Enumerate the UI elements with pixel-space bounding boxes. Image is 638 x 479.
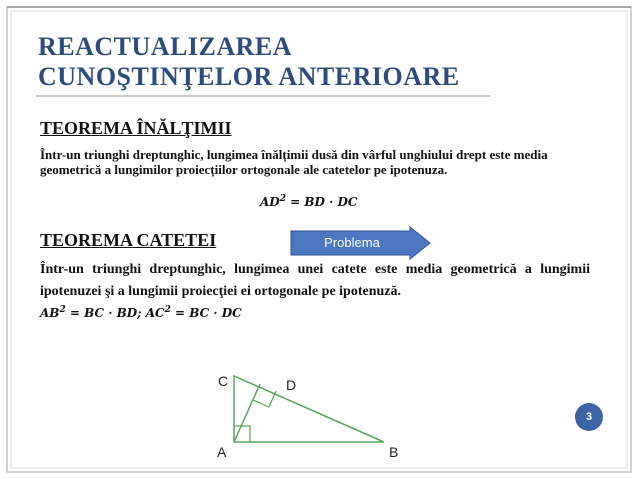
- problem-button-label: Problema: [324, 235, 380, 250]
- vertex-label-c: C: [218, 373, 229, 389]
- formula-ad: AD: [260, 195, 280, 209]
- right-angle-a: [234, 426, 250, 442]
- vertex-label-d: D: [286, 377, 297, 393]
- slide-title-line2: CUNOŞTINŢELOR ANTERIOARE: [38, 62, 460, 91]
- vertex-label-a: A: [217, 444, 227, 460]
- altitude-ad: [234, 384, 260, 442]
- formula-ac: AC: [145, 306, 165, 320]
- formula-ad-exponent: 2: [279, 194, 286, 204]
- formula-ab: AB: [40, 306, 60, 320]
- slide-title-line1: REACTUALIZAREA: [38, 32, 293, 61]
- formula-ad-rhs: = BD · DC: [285, 195, 358, 209]
- formula-ac-rhs: = BC · DC: [170, 306, 242, 320]
- heading-altitude-theorem: TEOREMA ÎNĂLŢIMII: [40, 118, 232, 138]
- formula-ab-exponent: 2: [59, 305, 66, 315]
- heading-leg-theorem: TEOREMA CATETEI: [40, 230, 217, 250]
- altitude-theorem-text: Într-un triunghi dreptunghic, lungimea înălțimii dusă din vârful unghiului drept este media geometrică a lungimilor proiecțiilor ortogonale ale catetelor pe ipotenuza.: [40, 147, 548, 177]
- page-number-badge: 3: [575, 403, 603, 431]
- vertex-label-b: B: [389, 444, 399, 460]
- formula-ab-rhs: = BC · BD;: [65, 306, 146, 320]
- triangle-abc: [234, 376, 384, 442]
- formula-ac-exponent: 2: [164, 305, 171, 315]
- leg-theorem-text: Într-un triunghi dreptunghic, lungimea unei catete este media geometrică a lungimii ipotenuzei şi a lungimii proiecţiei ei ortogonale pe ipotenuză.: [40, 262, 590, 299]
